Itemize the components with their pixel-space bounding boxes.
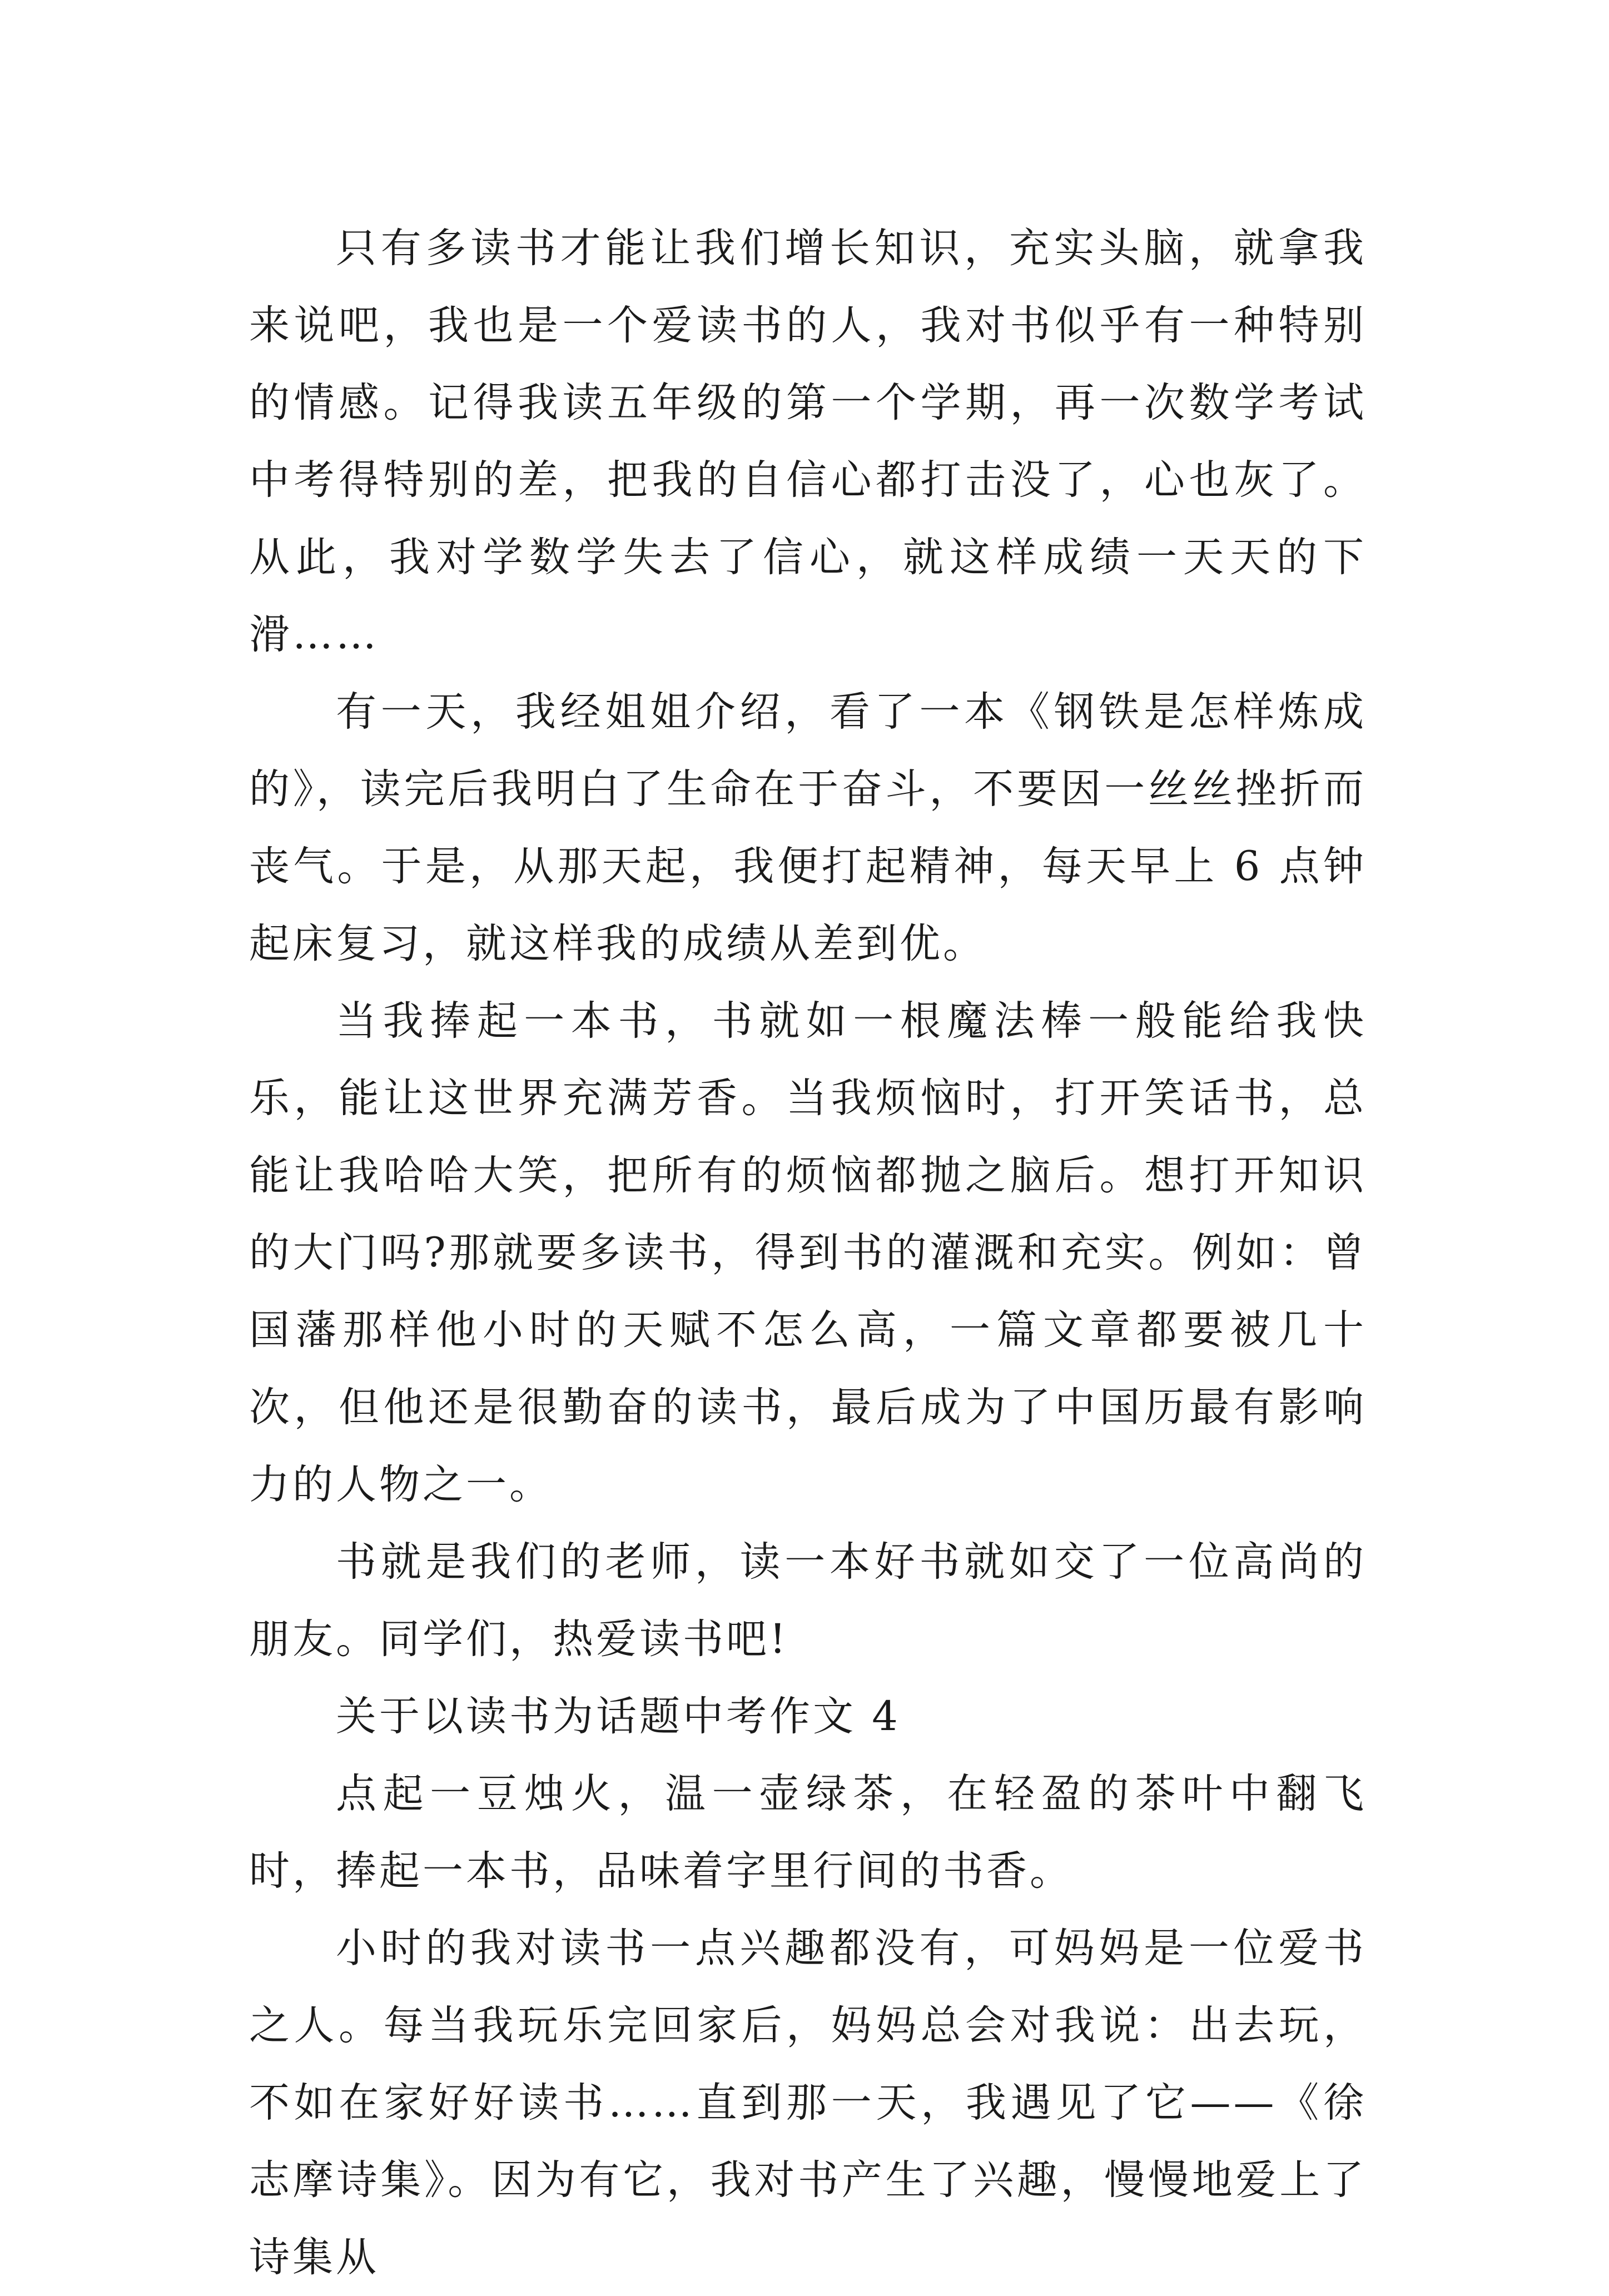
essay-heading: 关于以读书为话题中考作文 4 (336, 1693, 901, 1740)
paragraph-4: 书就是我们的老师，读一本好书就如交了一位高尚的朋友。同学们，热爱读书吧! (249, 1538, 1367, 1663)
paragraph-5: 点起一豆烛火，温一壶绿茶，在轻盈的茶叶中翻飞时，捧起一本书，品味着字里行间的书香。 (249, 1770, 1367, 1895)
paragraph-3: 当我捧起一本书，书就如一根魔法棒一般能给我快乐，能让这世界充满芳香。当我烦恼时，打开笑话书，总能让我哈哈大笑，把所有的烦恼都抛之脑后。想打开知识的大门吗?那就要多读书，得到书的灌溉和充实。例如：曾国藩那样他小时的天赋不怎么高，一篇文章都要被几十次，但他还是很勤奋的读书，最后成为了中国历最有影响力的人物之一。 (249, 997, 1367, 1508)
essay-body (249, 210, 1367, 2296)
paragraph-2: 有一天，我经姐姐介绍，看了一本《钢铁是怎样炼成的》，读完后我明白了生命在于奋斗，不要因一丝丝挫折而丧气。于是，从那天起，我便打起精神，每天早上 6 点钟起床复习，就这样我的成绩从差到优。 (249, 688, 1367, 967)
paragraph-1: 只有多读书才能让我们增长知识，充实头脑，就拿我来说吧，我也是一个爱读书的人，我对书似乎有一种特别的情感。记得我读五年级的第一个学期，再一次数学考试中考得特别的差，把我的自信心都打击没了，心也灰了。从此，我对学数学失去了信心，就这样成绩一天天的下滑…… (249, 225, 1367, 658)
paragraph-6: 小时的我对读书一点兴趣都没有，可妈妈是一位爱书之人。每当我玩乐完回家后，妈妈总会对我说：出去玩，不如在家好好读书……直到那一天，我遇见了它——《徐志摩诗集》。因为有它，我对书产生了兴趣，慢慢地爱上了诗集从 (249, 1925, 1367, 2281)
